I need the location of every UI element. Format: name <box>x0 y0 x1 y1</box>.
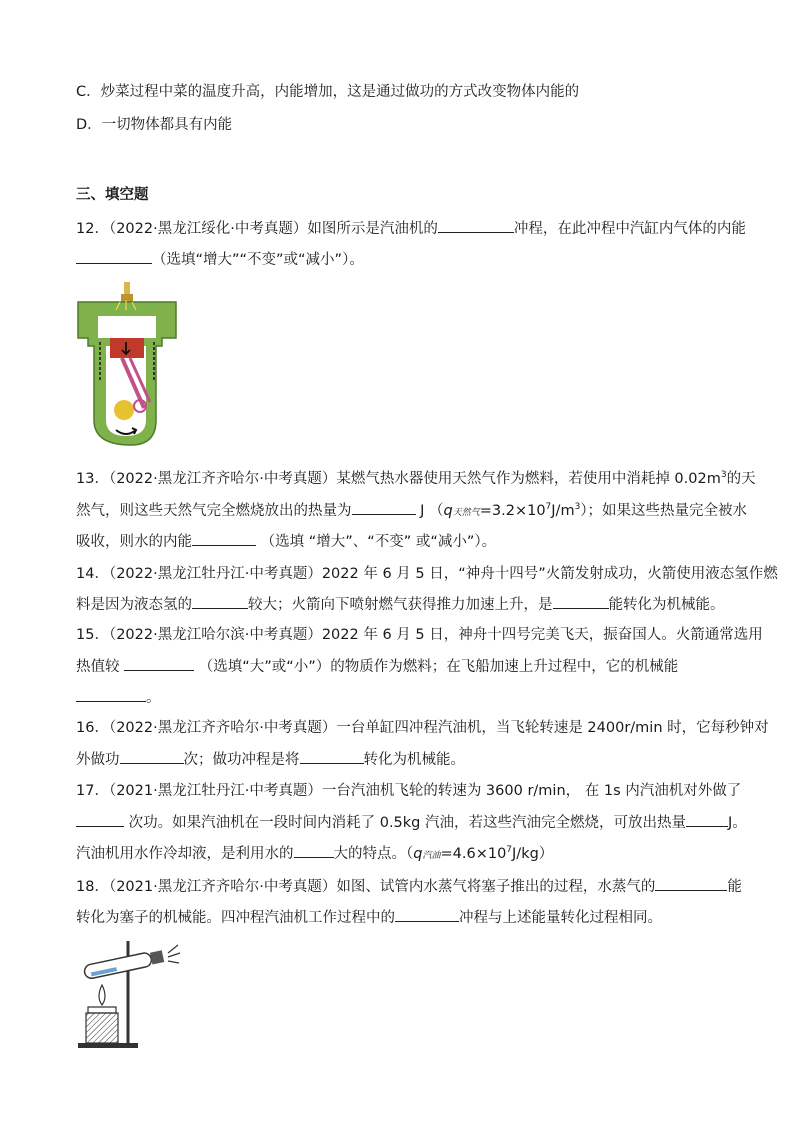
question-15-line2: 热值较 （选填“大”或“小”）的物质作为燃料；在飞船加速上升过程中，它的机械能 <box>76 656 678 677</box>
stopper <box>150 950 164 964</box>
answer-blank[interactable] <box>76 249 152 264</box>
option-c: C．炒菜过程中菜的温度升高，内能增加，这是通过做功的方式改变物体内能的 <box>76 84 580 100</box>
question-17-line3: 汽油机用水作冷却液，是利用水的 大的特点。（q汽油$=4.6\times 10^7J/kg$） <box>76 843 553 866</box>
answer-blank[interactable] <box>352 500 416 515</box>
answer-blank[interactable] <box>124 656 194 671</box>
answer-blank[interactable] <box>192 531 256 546</box>
answer-blank[interactable] <box>655 876 727 891</box>
question-12-line2: （选填“增大”“不变”或“减小”）。 <box>76 249 364 270</box>
test-tube-figure <box>76 935 186 1050</box>
question-13-line2: 然气，则这些天然气完全燃烧放出的热量为 J （q天然气$=3.2\times 10^7J/m^3$）；如果这些热量完全被水 <box>76 500 747 523</box>
question-17-line2: 次功。如果汽油机在一段时间内消耗了 0.5kg 汽油，若这些汽油完全燃烧，可放出热量 J。 <box>76 812 747 833</box>
alcohol-lamp <box>86 1013 118 1043</box>
answer-blank[interactable] <box>300 749 364 764</box>
question-15-line3: 。 <box>76 687 161 708</box>
engine-figure <box>76 280 186 450</box>
question-17-line1: 17．（2021·黑龙江牡丹江·中考真题）一台汽油机飞轮的转速为 3600 r/min， 在 1s 内汽油机对外做了 <box>76 783 742 799</box>
question-18-line2: 转化为塞子的机械能。四冲程汽油机工作过程中的 冲程与上述能量转化过程相同。 <box>76 907 662 928</box>
question-13-line1: 13．（2022·黑龙江齐齐哈尔·中考真题）某燃气热水器使用天然气作为燃料，若使用中消耗掉 $0.02m^3$的天 <box>76 470 756 487</box>
answer-blank[interactable] <box>294 843 334 858</box>
question-16-line2: 外做功 次；做功冲程是将 转化为机械能。 <box>76 749 465 770</box>
answer-blank[interactable] <box>395 907 459 922</box>
answer-blank[interactable] <box>686 812 728 827</box>
option-d: D．一切物体都具有内能 <box>76 117 233 133</box>
section-heading: 三、填空题 <box>76 187 149 203</box>
crank <box>114 400 134 420</box>
spark-plug <box>124 282 130 296</box>
answer-blank[interactable] <box>120 749 184 764</box>
piston <box>110 338 144 358</box>
answer-blank[interactable] <box>76 812 124 827</box>
question-12-line1: 12．（2022·黑龙江绥化·中考真题）如图所示是汽油机的 冲程，在此冲程中汽缸内气体的内能 <box>76 218 746 239</box>
answer-blank[interactable] <box>553 594 609 609</box>
question-16-line1: 16．（2022·黑龙江齐齐哈尔·中考真题）一台单缸四冲程汽油机，当飞轮转速是 2400r/min 时，它每秒钟对 <box>76 720 769 736</box>
answer-blank[interactable] <box>438 218 514 233</box>
question-14-line2: 料是因为液态氢的 较大；火箭向下喷射燃气获得推力加速上升，是 能转化为机械能。 <box>76 594 725 615</box>
answer-blank[interactable] <box>192 594 248 609</box>
question-18-line1: 18．（2021·黑龙江齐齐哈尔·中考真题）如图、试管内水蒸气将塞子推出的过程，水蒸气的 能 <box>76 876 742 897</box>
question-13-line3: 吸收，则水的内能 （选填 “增大”、“不变” 或“减小”）。 <box>76 531 496 552</box>
question-14-line1: 14．（2022·黑龙江牡丹江·中考真题）2022 年 6 月 5 日，“神舟十四号”火箭发射成功，火箭使用液态氢作燃 <box>76 566 778 582</box>
answer-blank[interactable] <box>76 687 146 702</box>
stand-base <box>78 1043 138 1048</box>
question-15-line1: 15．（2022·黑龙江哈尔滨·中考真题）2022 年 6 月 5 日，神舟十四号完美飞天，振奋国人。火箭通常选用 <box>76 627 763 643</box>
flame <box>99 985 105 1005</box>
